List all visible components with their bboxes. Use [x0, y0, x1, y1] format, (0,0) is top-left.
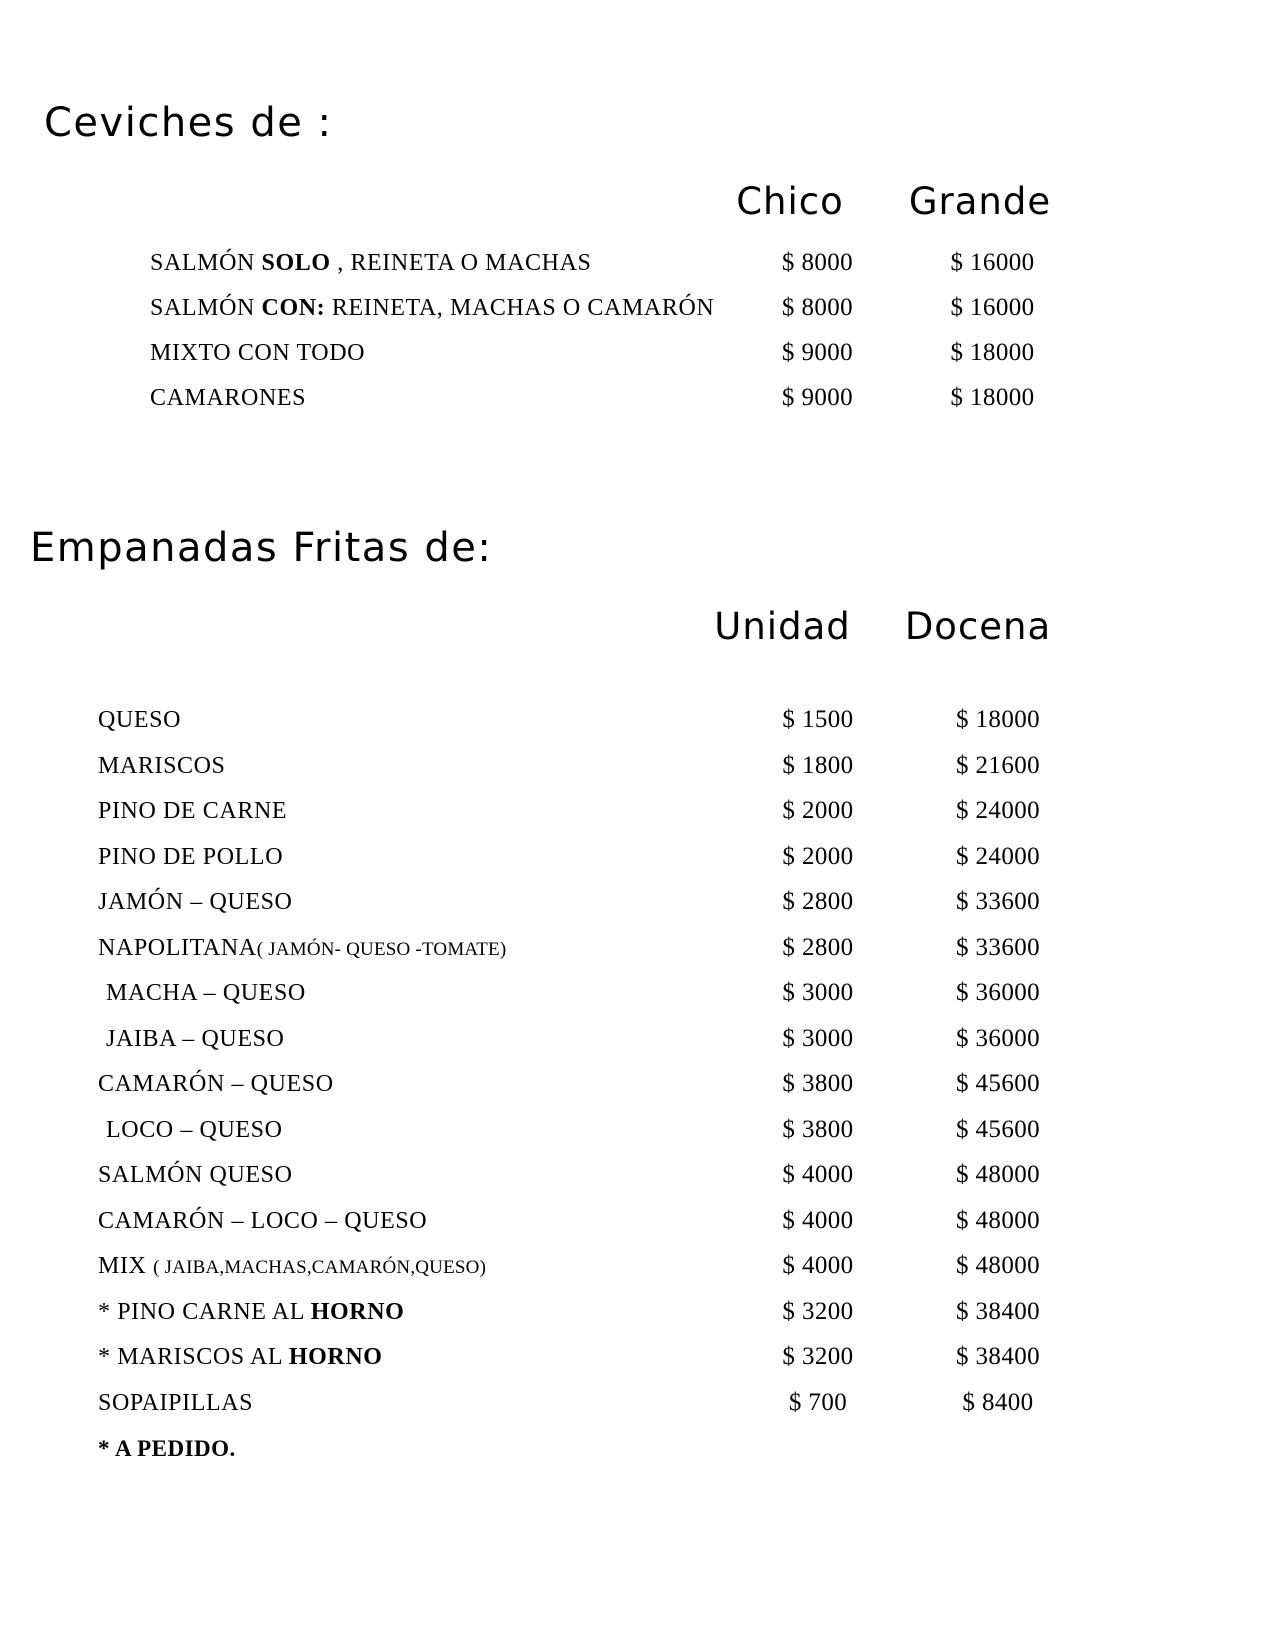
item-name-prefix: MACHA – QUESO: [106, 980, 306, 1006]
item-name-prefix: PINO DE POLLO: [98, 843, 284, 870]
price-large-cell: $ 16000: [950, 249, 1035, 276]
price-large-cell: $ 16000: [950, 294, 1035, 321]
price-large-cell: $ 18000: [950, 384, 1035, 411]
item-name-cell: [98, 1161, 728, 1207]
item-name-cell: [98, 843, 728, 889]
item-name-cell: [98, 797, 728, 843]
price-small-cell: $ 8000: [781, 294, 854, 321]
table-row: [150, 294, 1080, 339]
column-header-docena: Docena: [904, 605, 1052, 648]
item-name-cell: [150, 384, 730, 429]
price-dozen-cell: $ 24000: [955, 797, 1041, 824]
column-header-grande: Grande: [908, 180, 1052, 223]
item-name-cell: [150, 294, 730, 339]
price-dozen-cell: $ 36000: [955, 979, 1041, 1006]
item-name-cell: [98, 1343, 728, 1389]
price-dozen-cell: $ 18000: [955, 706, 1041, 733]
item-name-detail: ( JAMÓN- QUESO -TOMATE): [256, 938, 507, 960]
item-name-prefix: SOPAIPILLAS: [98, 1389, 254, 1416]
table-row: [98, 1252, 1088, 1298]
price-large-cell: $ 18000: [950, 339, 1035, 366]
item-name-emphasis: HORNO: [288, 1344, 383, 1370]
item-name-prefix: MIX: [98, 1253, 154, 1279]
item-name-cell: [98, 979, 728, 1025]
price-unit-cell: $ 2800: [782, 888, 854, 915]
item-name-cell: [150, 339, 730, 384]
item-name-prefix: CAMARONES: [150, 385, 307, 411]
item-name-cell: [98, 1389, 728, 1435]
item-name-prefix: PINO DE CARNE: [98, 798, 288, 824]
price-unit-cell: $ 1500: [782, 706, 854, 733]
item-name-prefix: * PINO CARNE AL: [98, 1298, 311, 1325]
table-row: [98, 1207, 1088, 1253]
empanadas-table-body: [98, 706, 1088, 1434]
price-dozen-cell: $ 38400: [955, 1343, 1041, 1370]
price-small-cell: $ 8000: [781, 249, 854, 276]
price-unit-cell: $ 4000: [782, 1252, 854, 1279]
item-name-prefix: LOCO – QUESO: [106, 1116, 283, 1143]
item-name-prefix: * MARISCOS AL: [98, 1344, 289, 1370]
item-name-prefix: SALMÓN QUESO: [98, 1162, 293, 1188]
price-unit-cell: $ 3800: [782, 1070, 854, 1097]
price-unit-cell: $ 3200: [782, 1297, 854, 1325]
price-unit-cell: $ 1800: [782, 751, 854, 779]
item-name-cell: [98, 1252, 728, 1298]
item-name-prefix: MARISCOS: [98, 752, 226, 779]
item-name-suffix: REINETA, MACHAS O CAMARÓN: [325, 295, 715, 321]
empanadas-price-table: [98, 706, 1088, 1434]
table-row: [98, 979, 1088, 1025]
item-name-cell: [98, 1070, 728, 1116]
price-unit-cell: $ 4000: [782, 1206, 854, 1234]
item-name-cell: [98, 1207, 728, 1253]
table-row: [150, 339, 1080, 384]
section-heading-empanadas: Empanadas Fritas de:: [30, 525, 493, 571]
item-name-emphasis: CON:: [261, 295, 326, 321]
column-header-chico: Chico: [736, 180, 844, 223]
table-row: [98, 797, 1088, 843]
price-dozen-cell: $ 8400: [962, 1388, 1034, 1416]
price-small-cell: $ 9000: [781, 384, 854, 411]
section-heading-ceviches: Ceviches de :: [44, 100, 333, 146]
item-name-emphasis: SOLO: [261, 250, 331, 276]
price-unit-cell: $ 3200: [782, 1343, 854, 1370]
table-row: [98, 843, 1088, 889]
item-name-cell: [98, 1116, 728, 1162]
price-dozen-cell: $ 45600: [955, 1115, 1041, 1143]
price-unit-cell: $ 4000: [782, 1161, 854, 1188]
price-dozen-cell: $ 21600: [955, 751, 1041, 779]
table-row: [150, 384, 1080, 429]
price-dozen-cell: $ 33600: [955, 888, 1041, 915]
price-dozen-cell: $ 48000: [955, 1161, 1041, 1188]
item-name-cell: [150, 249, 730, 294]
price-unit-cell: $ 700: [788, 1388, 848, 1416]
footnote-a-pedido: * A PEDIDO.: [98, 1436, 236, 1461]
item-name-suffix: , REINETA O MACHAS: [330, 250, 592, 276]
table-row: [98, 1161, 1088, 1207]
ceviches-price-table: [150, 249, 1080, 429]
item-name-cell: [98, 888, 728, 934]
price-unit-cell: $ 2800: [782, 933, 854, 961]
table-row: [150, 249, 1080, 294]
item-name-prefix: MIXTO CON TODO: [150, 340, 366, 366]
item-name-cell: [98, 934, 728, 980]
table-row: [98, 1070, 1088, 1116]
column-header-unidad: Unidad: [714, 605, 851, 648]
price-dozen-cell: $ 48000: [955, 1252, 1041, 1279]
table-row: [98, 1389, 1088, 1435]
item-name-prefix: NAPOLITANA: [98, 934, 257, 961]
item-name-cell: [98, 1025, 728, 1071]
table-row: [98, 1116, 1088, 1162]
item-name-prefix: JAMÓN – QUESO: [98, 889, 293, 915]
price-unit-cell: $ 3800: [782, 1115, 854, 1143]
table-row: [98, 1343, 1088, 1389]
price-dozen-cell: $ 48000: [955, 1206, 1041, 1234]
item-name-emphasis: HORNO: [310, 1298, 405, 1325]
price-dozen-cell: $ 45600: [955, 1070, 1041, 1097]
price-small-cell: $ 9000: [781, 339, 854, 366]
item-name-detail: ( JAIBA,MACHAS,CAMARÓN,QUESO): [153, 1257, 487, 1278]
price-dozen-cell: $ 36000: [955, 1024, 1041, 1052]
item-name-prefix: QUESO: [98, 707, 182, 733]
table-row: [98, 706, 1088, 752]
item-name-prefix: JAIBA – QUESO: [106, 1025, 285, 1052]
price-unit-cell: $ 3000: [782, 979, 854, 1006]
table-row: [98, 1298, 1088, 1344]
price-unit-cell: $ 2000: [782, 797, 854, 824]
item-name-cell: [98, 1298, 728, 1344]
price-unit-cell: $ 2000: [782, 842, 854, 870]
item-name-cell: [98, 752, 728, 798]
price-dozen-cell: $ 24000: [955, 842, 1041, 870]
item-name-cell: [98, 706, 728, 752]
item-name-prefix: SALMÓN: [150, 250, 262, 276]
price-unit-cell: $ 3000: [782, 1024, 854, 1052]
item-name-prefix: SALMÓN: [150, 295, 262, 321]
price-dozen-cell: $ 33600: [955, 933, 1041, 961]
table-row: [98, 888, 1088, 934]
item-name-prefix: CAMARÓN – LOCO – QUESO: [98, 1207, 428, 1234]
ceviches-table-body: [150, 249, 1080, 429]
price-dozen-cell: $ 38400: [955, 1297, 1041, 1325]
item-name-prefix: CAMARÓN – QUESO: [98, 1071, 334, 1097]
table-row: [98, 752, 1088, 798]
table-row: [98, 1025, 1088, 1071]
table-row: [98, 934, 1088, 980]
